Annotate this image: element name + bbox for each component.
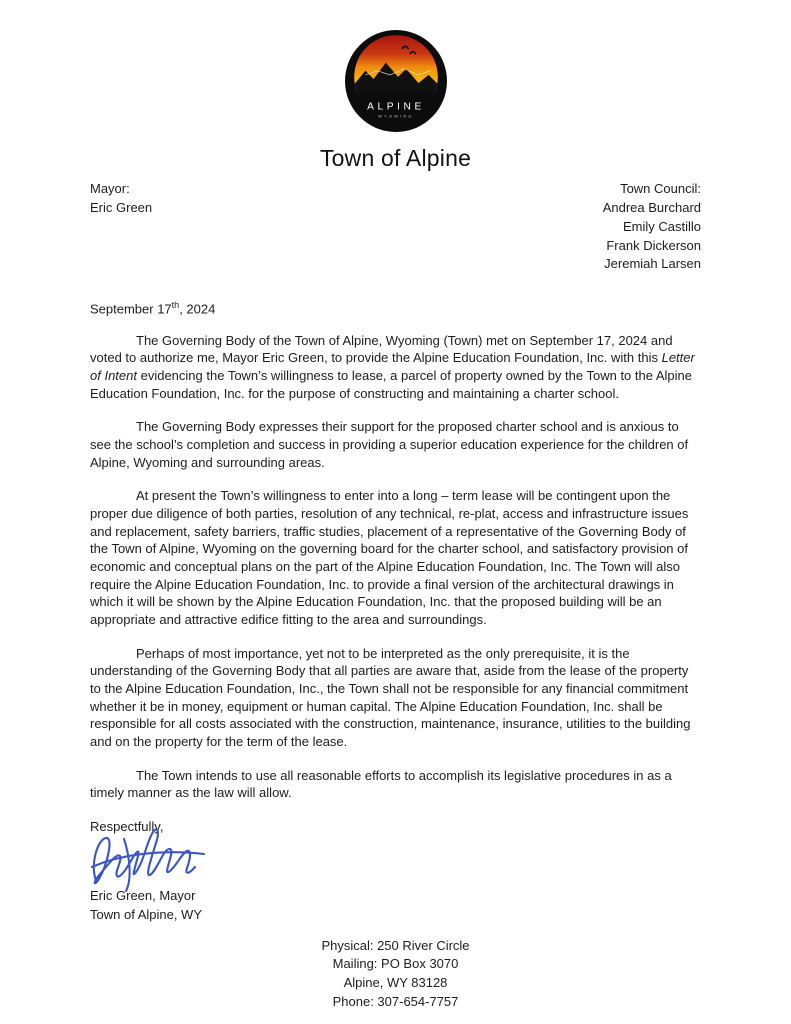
- footer-city-state-zip: Alpine, WY 83128: [343, 975, 448, 991]
- footer-mailing-address: Mailing: PO Box 3070: [332, 956, 459, 972]
- council-member: Frank Dickerson: [606, 237, 701, 253]
- council-member: Andrea Burchard: [602, 199, 701, 215]
- footer-physical-address: Physical: 250 River Circle: [321, 937, 470, 953]
- logo-state-name: WYOMING: [377, 114, 414, 119]
- footer-phone: Phone: 307-654-7757: [332, 994, 459, 1010]
- paragraph-conditions: At present the Town’s willingness to enter into a long – term lease will be contingent upon the proper due diligence of both parties, resolution of any technical, re-plat, access and infrastructure issues and replacement, safety barriers, traffic studies, placement of a representative of the Governing Body of the Town of Alpine, Wyoming on the governing board for the charter school, and satisfactory provision of economic and conceptual plans on the part of the Alpine Education Foundation, Inc. The Town will also require the Alpine Education Foundation, Inc. to provide a final version of the architectural drawings in which it will be shown by the Alpine Education Foundation, Inc. that the proposed building will be an appropriate and attractive edifice fitting to the area and surroundings.: [90, 488, 689, 627]
- date-year: , 2024: [179, 301, 216, 317]
- council-member: Emily Castillo: [622, 218, 701, 234]
- date-day: September 17: [90, 301, 172, 317]
- letter-body: [0, 332, 791, 802]
- closing-block: [0, 818, 791, 925]
- letter-title: Town of Alpine: [319, 145, 472, 171]
- letter-date: [0, 300, 791, 316]
- letterhead-row: [0, 180, 791, 274]
- mayor-block: [90, 180, 152, 218]
- mayor-name: Eric Green: [90, 199, 153, 215]
- paragraph-financial: Perhaps of most importance, yet not to be interpreted as the only prerequisite, it is the understanding of the Governing Body that all parties are aware that, aside from the lease of the property to the Alpine Education Foundation, Inc., the Town shall not be responsible for any financial commitment whether it be in money, equipment or human capital. The Alpine Education Foundation, Inc. shall be responsible for all costs associated with the construction, maintenance, insurance, utilities to the building and on the property for the term of the lease.: [90, 645, 691, 749]
- signature-org: Town of Alpine, WY: [90, 906, 202, 922]
- town-logo: [0, 0, 791, 132]
- salutation: Respectfully,: [90, 819, 164, 834]
- contact-footer: [0, 937, 791, 1012]
- p1-letter-of-intent: Letter of Intent: [90, 350, 695, 383]
- mayor-label: Mayor:: [90, 181, 130, 196]
- paragraph-support: The Governing Body expresses their support for the proposed charter school and is anxious to see the school’s completion and success in providing a superior education experience for the children of Alpine, Wyoming and surrounding areas.: [90, 419, 689, 470]
- alpine-logo-icon: [345, 30, 447, 132]
- signature-area: [90, 837, 701, 887]
- council-label: Town Council:: [620, 181, 701, 196]
- council-block: [603, 180, 701, 274]
- paragraph-intent: [90, 332, 701, 403]
- signature-name: Eric Green, Mayor: [90, 887, 196, 903]
- council-member: Jeremiah Larsen: [604, 256, 701, 272]
- p1-text-before: The Governing Body of the Town of Alpine, Wyoming (Town) met on September 17, 2024 and voted to authorize me, Mayor Eric Green, to provide the Alpine Education Foundation, Inc. with this: [90, 332, 673, 366]
- p1-text-after: evidencing the Town’s willingness to lease, a parcel of property owned by the Town to the Alpine Education Foundation, Inc. for the purpose of constructing and maintaining a charter school.: [90, 367, 692, 401]
- logo-town-name: ALPINE: [366, 101, 425, 113]
- paragraph-timeline: The Town intends to use all reasonable efforts to accomplish its legislative procedures in as a timely manner as the law will allow.: [90, 767, 672, 801]
- date-ordinal: th: [171, 300, 180, 311]
